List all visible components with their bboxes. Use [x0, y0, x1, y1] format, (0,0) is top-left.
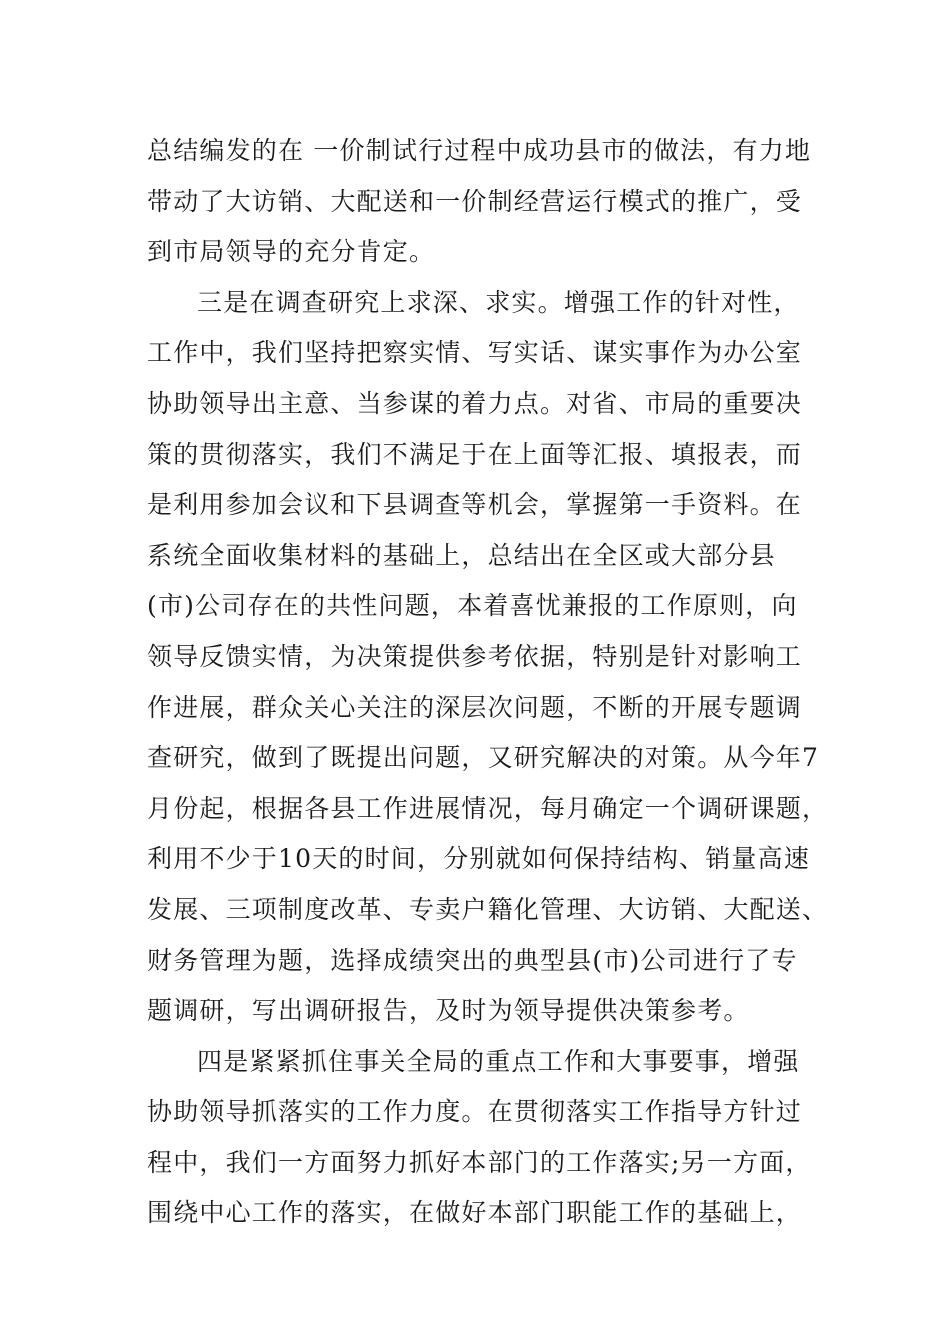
text-line: 策的贯彻落实，我们不满足于在上面等汇报、填报表，而 — [147, 439, 803, 469]
paragraph-first-line: 四是紧紧抓住事关全局的重点工作和大事要事，增强 — [197, 1046, 800, 1076]
document-body — [147, 126, 829, 1239]
text-line: (市)公司存在的共性问题，本着喜忧兼报的工作原则，向 — [147, 591, 798, 621]
text-line: 协助领导抓落实的工作力度。在贯彻落实工作指导方针过 — [147, 1097, 803, 1127]
text-line: 到市局领导的充分肯定。 — [147, 237, 436, 267]
text-line: 领导反馈实情，为决策提供参考依据，特别是针对影响工 — [147, 641, 803, 671]
text-line: 月份起，根据各县工作进展情况，每月确定一个调研课题， — [147, 793, 829, 823]
text-line: 是利用参加会议和下县调查等机会，掌握第一手资料。在 — [147, 490, 803, 520]
text-line: 查研究，做到了既提出问题，又研究解决的对策。从今年7 — [147, 743, 820, 773]
text-line: 围绕中心工作的落实，在做好本部门职能工作的基础上， — [147, 1198, 803, 1228]
text-line: 总结编发的在 一价制试行过程中成功县市的做法，有力地 — [147, 136, 812, 165]
text-line: 财务管理为题，选择成绩突出的典型县(市)公司进行了专 — [147, 945, 798, 975]
text-line: 协助领导出主意、当参谋的着力点。对省、市局的重要决 — [147, 388, 803, 418]
text-line: 发展、三项制度改革、专卖户籍化管理、大访销、大配送、 — [147, 894, 829, 924]
text-line: 作进展，群众关心关注的深层次问题，不断的开展专题调 — [147, 692, 803, 722]
text-line: 带动了大访销、大配送和一价制经营运行模式的推广，受 — [147, 186, 803, 216]
text-line: 程中，我们一方面努力抓好本部门的工作落实;另一方面， — [147, 1147, 812, 1177]
text-line: 系统全面收集材料的基础上，总结出在全区或大部分县 — [147, 540, 776, 570]
text-line: 题调研，写出调研报告，及时为领导提供决策参考。 — [147, 996, 750, 1026]
text-line: 工作中，我们坚持把察实情、写实话、谋实事作为办公室 — [147, 338, 803, 368]
text-line: 利用不少于10天的时间，分别就如何保持结构、销量高速 — [147, 844, 811, 874]
paragraph-first-line: 三是在调查研究上求深、求实。增强工作的针对性， — [197, 287, 800, 317]
